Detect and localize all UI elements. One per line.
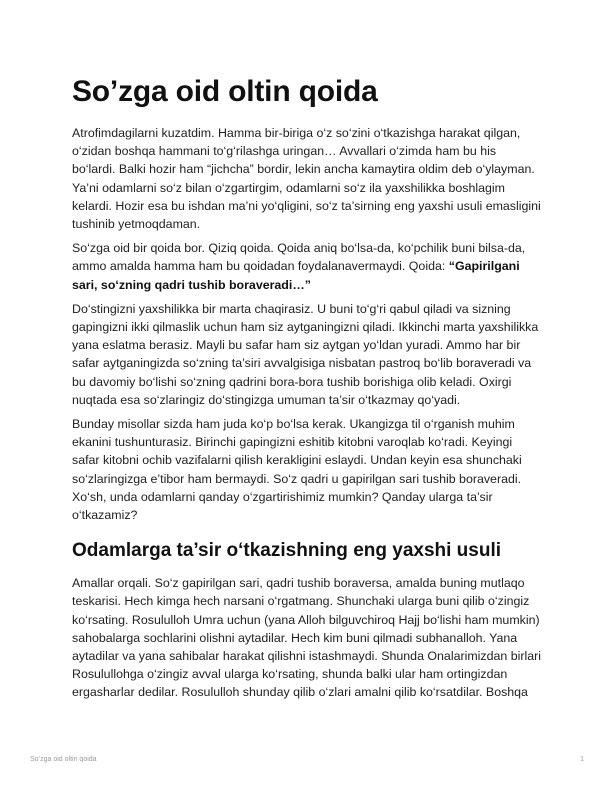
paragraph-4: Bunday misollar sizda ham juda ko‘p bo‘lsa kerak. Ukangizga til o‘rganish muhim ekanini tushunturasiz. Birinchi gapingizni eshitib kitobni varoqlab ko‘radi. Keyingi safar kitobni ochib vazifalarni qilish kerakligini eslaydi. Undan keyin esa shunchaki so‘zlaringizga e’tibor ham bermaydi. So‘z qadri u gapirilgan sari tushib boraveradi. Xo‘sh, unda odamlarni qanday o‘zgartirishimiz mumkin? Qanday ularga ta’sir o‘tkazamiz? [72, 417, 522, 523]
paragraph-1: Atrofimdagilarni kuzatdim. Hamma bir-biriga o‘z so‘zini o‘tkazishga harakat qilgan, o‘zidan boshqa hammani to‘g‘rilashga uringan… Avvallari o‘zimda ham bu his bo‘lardi. Balki hozir ham “jichcha” bordir, lekin ancha kamaytira oldim deb o‘ylayman. Ya’ni odamlarni so‘z bilan o‘zgartirgim, odamlarni so‘z ila yaxshilikka boshlagim kelardi. Hozir esa bu ishdan ma’ni yo‘qligini, so‘z ta’sirning eng yaxshi usuli emasligini tushinib yetmoqdaman. [72, 126, 541, 232]
section-heading: Odamlarga ta’sir o‘tkazishning eng yaxshi usuli [72, 540, 502, 562]
section-paragraph-1: Amallar orqali. So‘z gapirilgan sari, qadri tushib boraversa, amalda buning mutlaqo teskarisi. Hech kimga hech narsani o‘rgatmang. Shunchaki ularga buni qilib o‘zingiz ko‘rsating. Rosululloh Umra uchun (yana Alloh bilguvchiroq Hajj bo‘lishi ham mumkin) sahobalarga sochlarini olishni aytadilar. Hech kim buni qilmadi subhanalloh. Yana aytadilar va yana sahibalar harakat qilishni istashmaydi. Shunda Onalarimizdan birlari Rosulullohga o‘zingiz avval ularga ko‘rsating, shunda balki ular ham ortingizdan ergasharlar dedilar. Rosululloh shunday qilib o‘zlari amalni qilib ko‘rsatdilar. Boshqa [72, 576, 542, 700]
paragraph-2 [72, 239, 542, 294]
page-number: 1 [580, 756, 584, 763]
footer-title: So‘zga oid oltin qoida [30, 756, 97, 763]
page-title: So’zga oid oltin qoida [72, 75, 378, 108]
document-body [72, 124, 542, 708]
paragraph-3: Do‘stingizni yaxshilikka bir marta chaqirasiz. U buni to‘g‘ri qabul qiladi va sizning gapingizni ikki qilmaslik uchun ham siz aytganingizni qiladi. Ikkinchi marta yaxshilikka yana eslatma berasiz. Mayli bu safar ham siz aytgan yo‘ldan yuradi. Ammo har bir safar aytganingizda so‘zning ta’siri avvalgisiga nisbatan pastroq bo‘lib boraveradi va bu davomiy bo‘lishi so‘zning qadrini bora-bora tushib borishiga olib keladi. Oxirgi nuqtada esa so‘zlaringiz do‘stingizga umuman ta’sir o‘tkazmay qo‘yadi. [72, 301, 539, 407]
rule-quote: “Gapirilgani sari, so‘zning qadri tushib boraveradi…” [72, 259, 520, 292]
paragraph-2-text: So‘zga oid bir qoida bor. Qiziq qoida. Qoida aniq bo‘lsa-da, ko‘pchilik buni bilsa-da, ammo amalda hamma ham bu qoidadan foydalanavermaydi. Qoida: [72, 241, 526, 274]
